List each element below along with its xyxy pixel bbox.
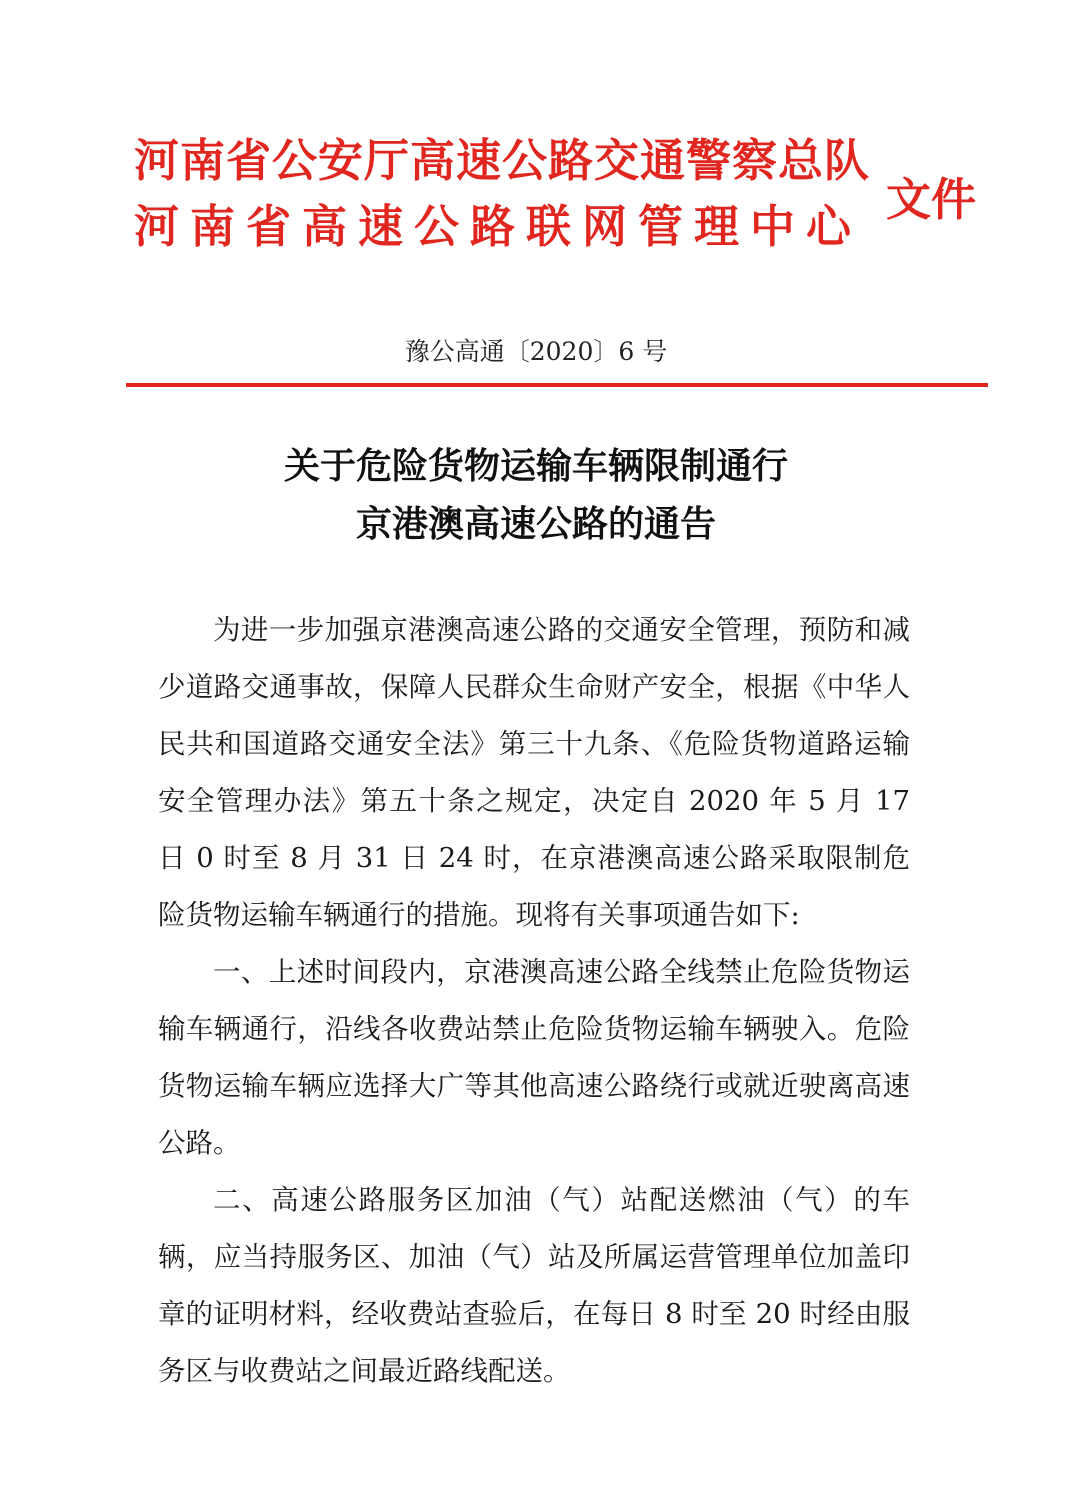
issuer-line-2: 河南省高速公路联网管理中心 (134, 200, 863, 253)
title-line-1: 关于危险货物运输车辆限制通行 (283, 446, 788, 487)
body-paragraph-item-1: 一、上述时间段内，京港澳高速公路全线禁止危险货物运输车辆通行，沿线各收费站禁止危险货物运输车辆驶入。危险货物运输车辆应选择大广等其他高速公路绕行或就近驶离高速公路。 (158, 956, 910, 1159)
notice-title (0, 438, 1072, 554)
document-type-label: 文件 (886, 173, 977, 226)
issuer-line-1: 河南省公安厅高速公路交通警察总队 (134, 134, 871, 187)
red-header-divider (126, 383, 988, 387)
document-number: 豫公高通〔2020〕6 号 (404, 337, 668, 366)
notice-body (158, 602, 910, 1400)
issuing-authorities (134, 128, 874, 260)
body-paragraph-item-2: 二、高速公路服务区加油（气）站配送燃油（气）的车辆，应当持服务区、加油（气）站及所属运营管理单位加盖印章的证明材料，经收费站查验后，在每日 8 时至 20 时经由服务区与收费站之间最近路线配送。 (158, 1184, 910, 1387)
title-line-2: 京港澳高速公路的通告 (355, 504, 716, 545)
body-paragraph-intro: 为进一步加强京港澳高速公路的交通安全管理，预防和减少道路交通事故，保障人民群众生命财产安全，根据《中华人民共和国道路交通安全法》第三十九条、《危险货物道路运输安全管理办法》第五十条之规定，决定自 2020 年 5 月 17 日 0 时至 8 月 31 日 24 时，在京港澳高速公路采取限制危险货物运输车辆通行的措施。现将有关事项通告如下: (158, 614, 910, 931)
